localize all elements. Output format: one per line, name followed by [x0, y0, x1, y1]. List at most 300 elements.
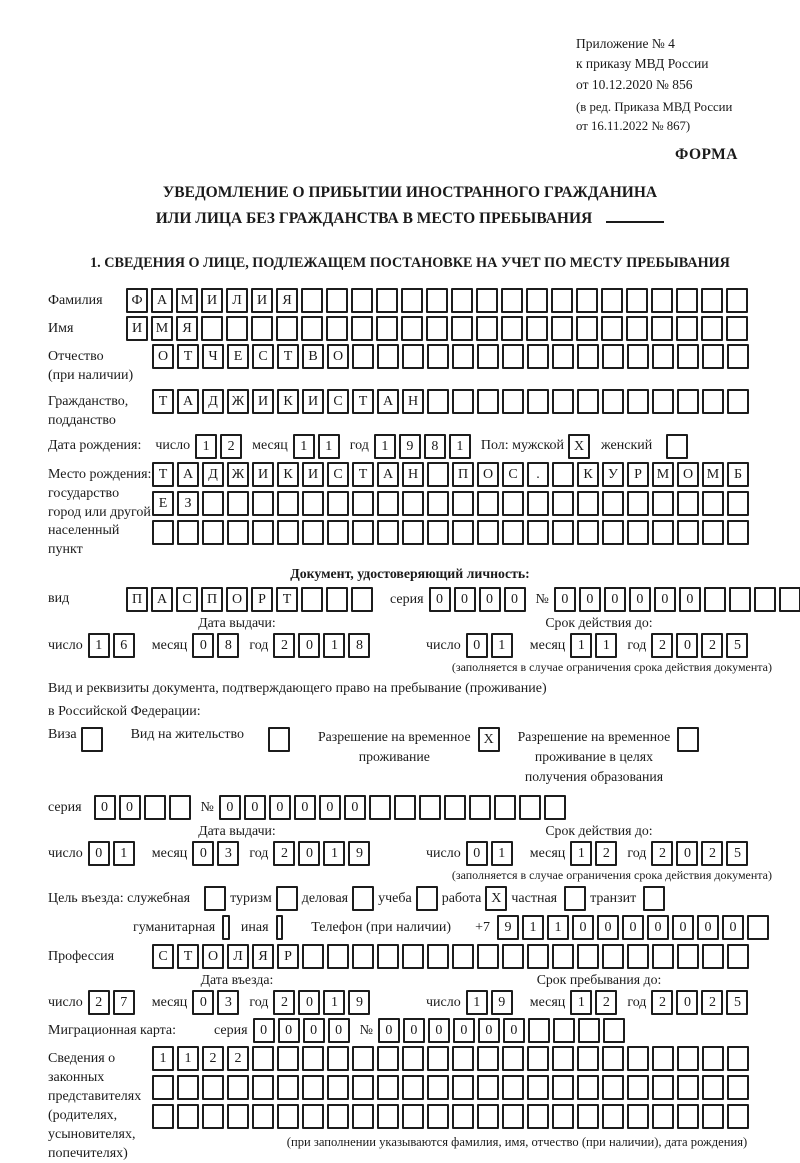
form-cell[interactable] [602, 344, 624, 369]
form-cell[interactable] [477, 944, 499, 969]
form-cell[interactable] [577, 389, 599, 414]
form-cell[interactable]: 0 [697, 915, 719, 940]
form-cell[interactable]: 1 [323, 841, 345, 866]
form-cell[interactable] [169, 795, 191, 820]
form-cell[interactable] [277, 1046, 299, 1071]
form-cell[interactable]: 0 [466, 841, 488, 866]
form-cell[interactable] [702, 1046, 724, 1071]
form-cell[interactable] [277, 1104, 299, 1129]
form-cell[interactable] [502, 1104, 524, 1129]
form-cell[interactable] [402, 520, 424, 545]
form-cell[interactable] [627, 1075, 649, 1100]
form-cell[interactable]: 2 [202, 1046, 224, 1071]
form-cell[interactable] [702, 1104, 724, 1129]
form-cell[interactable] [727, 520, 749, 545]
purpose-other-checkbox[interactable] [276, 915, 284, 940]
form-cell[interactable]: И [251, 288, 273, 313]
form-cell[interactable] [476, 316, 498, 341]
form-cell[interactable]: 0 [298, 841, 320, 866]
form-cell[interactable] [519, 795, 541, 820]
form-cell[interactable]: 9 [491, 990, 513, 1015]
form-cell[interactable]: 0 [403, 1018, 425, 1043]
form-cell[interactable] [377, 1104, 399, 1129]
form-cell[interactable]: О [477, 462, 499, 487]
form-cell[interactable] [302, 1075, 324, 1100]
form-cell[interactable]: 2 [651, 633, 673, 658]
form-cell[interactable] [502, 1046, 524, 1071]
purpose-study-checkbox[interactable] [416, 886, 438, 911]
form-cell[interactable] [552, 1104, 574, 1129]
form-cell[interactable] [602, 491, 624, 516]
form-cell[interactable]: 0 [88, 841, 110, 866]
form-cell[interactable]: 2 [701, 990, 723, 1015]
form-cell[interactable] [747, 915, 769, 940]
form-cell[interactable]: Д [202, 389, 224, 414]
form-cell[interactable]: Т [277, 344, 299, 369]
form-cell[interactable] [727, 1104, 749, 1129]
form-cell[interactable] [427, 1075, 449, 1100]
form-cell[interactable]: 0 [597, 915, 619, 940]
form-cell[interactable]: 1 [522, 915, 544, 940]
form-cell[interactable]: 0 [294, 795, 316, 820]
form-cell[interactable]: Н [402, 389, 424, 414]
form-cell[interactable] [527, 944, 549, 969]
purpose-work-checkbox[interactable]: X [485, 886, 507, 911]
form-cell[interactable]: . [527, 462, 549, 487]
form-cell[interactable] [376, 288, 398, 313]
form-cell[interactable] [152, 1075, 174, 1100]
form-cell[interactable] [677, 520, 699, 545]
form-cell[interactable]: О [327, 344, 349, 369]
form-cell[interactable]: 0 [192, 841, 214, 866]
form-cell[interactable] [552, 520, 574, 545]
form-cell[interactable]: 0 [722, 915, 744, 940]
form-cell[interactable] [502, 1075, 524, 1100]
form-cell[interactable]: 1 [293, 434, 315, 459]
visa-checkbox[interactable] [81, 727, 103, 752]
form-cell[interactable] [451, 288, 473, 313]
form-cell[interactable] [652, 1075, 674, 1100]
form-cell[interactable]: 2 [88, 990, 110, 1015]
form-cell[interactable] [626, 288, 648, 313]
form-cell[interactable]: К [277, 389, 299, 414]
form-cell[interactable]: Н [402, 462, 424, 487]
form-cell[interactable] [327, 491, 349, 516]
purpose-private-checkbox[interactable] [564, 886, 586, 911]
form-cell[interactable]: А [177, 462, 199, 487]
form-cell[interactable] [526, 288, 548, 313]
form-cell[interactable] [226, 316, 248, 341]
form-cell[interactable] [477, 389, 499, 414]
form-cell[interactable] [327, 1075, 349, 1100]
form-cell[interactable] [702, 520, 724, 545]
form-cell[interactable]: 0 [622, 915, 644, 940]
form-cell[interactable] [652, 344, 674, 369]
form-cell[interactable]: Т [352, 462, 374, 487]
form-cell[interactable] [552, 491, 574, 516]
form-cell[interactable]: Я [176, 316, 198, 341]
form-cell[interactable]: И [126, 316, 148, 341]
purpose-humanitarian-checkbox[interactable] [222, 915, 230, 940]
form-cell[interactable] [702, 944, 724, 969]
form-cell[interactable] [527, 1104, 549, 1129]
form-cell[interactable] [552, 344, 574, 369]
form-cell[interactable]: С [502, 462, 524, 487]
form-cell[interactable] [402, 944, 424, 969]
form-cell[interactable]: 0 [278, 1018, 300, 1043]
form-cell[interactable]: 0 [503, 1018, 525, 1043]
form-cell[interactable]: 0 [253, 1018, 275, 1043]
form-cell[interactable] [726, 316, 748, 341]
form-cell[interactable] [401, 316, 423, 341]
form-cell[interactable]: И [252, 389, 274, 414]
form-cell[interactable]: Т [276, 587, 298, 612]
form-cell[interactable]: 8 [424, 434, 446, 459]
form-cell[interactable]: У [602, 462, 624, 487]
form-cell[interactable] [544, 795, 566, 820]
form-cell[interactable]: 0 [572, 915, 594, 940]
form-cell[interactable] [302, 491, 324, 516]
form-cell[interactable]: 1 [113, 841, 135, 866]
form-cell[interactable]: 0 [554, 587, 576, 612]
form-cell[interactable]: 0 [672, 915, 694, 940]
form-cell[interactable] [552, 1075, 574, 1100]
form-cell[interactable] [326, 316, 348, 341]
form-cell[interactable] [651, 316, 673, 341]
form-cell[interactable] [502, 389, 524, 414]
form-cell[interactable]: 2 [595, 841, 617, 866]
form-cell[interactable] [652, 1104, 674, 1129]
form-cell[interactable] [426, 316, 448, 341]
form-cell[interactable] [469, 795, 491, 820]
form-cell[interactable]: 1 [152, 1046, 174, 1071]
form-cell[interactable]: 5 [726, 841, 748, 866]
form-cell[interactable]: 2 [701, 841, 723, 866]
form-cell[interactable] [352, 520, 374, 545]
form-cell[interactable] [377, 944, 399, 969]
form-cell[interactable] [377, 1046, 399, 1071]
form-cell[interactable] [477, 1075, 499, 1100]
form-cell[interactable] [602, 1075, 624, 1100]
form-cell[interactable]: О [152, 344, 174, 369]
form-cell[interactable]: Т [152, 389, 174, 414]
form-cell[interactable] [602, 1046, 624, 1071]
form-cell[interactable] [627, 1104, 649, 1129]
form-cell[interactable] [452, 491, 474, 516]
form-cell[interactable]: 0 [298, 990, 320, 1015]
form-cell[interactable] [552, 1046, 574, 1071]
form-cell[interactable]: 0 [119, 795, 141, 820]
form-cell[interactable] [326, 587, 348, 612]
form-cell[interactable]: И [201, 288, 223, 313]
form-cell[interactable]: О [226, 587, 248, 612]
form-cell[interactable] [427, 520, 449, 545]
form-cell[interactable]: С [327, 462, 349, 487]
form-cell[interactable] [577, 1104, 599, 1129]
form-cell[interactable] [551, 288, 573, 313]
form-cell[interactable] [677, 389, 699, 414]
form-cell[interactable]: С [327, 389, 349, 414]
form-cell[interactable]: А [151, 288, 173, 313]
form-cell[interactable] [476, 288, 498, 313]
form-cell[interactable]: 1 [595, 633, 617, 658]
form-cell[interactable]: 0 [478, 1018, 500, 1043]
form-cell[interactable]: 0 [244, 795, 266, 820]
form-cell[interactable] [527, 491, 549, 516]
form-cell[interactable]: 0 [344, 795, 366, 820]
form-cell[interactable]: В [302, 344, 324, 369]
form-cell[interactable] [727, 944, 749, 969]
form-cell[interactable] [152, 1104, 174, 1129]
form-cell[interactable] [377, 344, 399, 369]
form-cell[interactable] [327, 1046, 349, 1071]
form-cell[interactable]: Ж [227, 389, 249, 414]
form-cell[interactable]: М [176, 288, 198, 313]
form-cell[interactable] [252, 1104, 274, 1129]
form-cell[interactable] [702, 344, 724, 369]
form-cell[interactable]: Р [277, 944, 299, 969]
form-cell[interactable] [394, 795, 416, 820]
form-cell[interactable] [676, 316, 698, 341]
form-cell[interactable]: А [377, 462, 399, 487]
form-cell[interactable] [327, 520, 349, 545]
form-cell[interactable]: 0 [192, 633, 214, 658]
female-checkbox[interactable] [666, 434, 688, 459]
form-cell[interactable]: 1 [323, 633, 345, 658]
form-cell[interactable]: Р [251, 587, 273, 612]
form-cell[interactable] [627, 344, 649, 369]
form-cell[interactable] [202, 520, 224, 545]
form-cell[interactable] [144, 795, 166, 820]
form-cell[interactable]: Ф [126, 288, 148, 313]
form-cell[interactable]: 0 [629, 587, 651, 612]
form-cell[interactable]: М [702, 462, 724, 487]
form-cell[interactable] [528, 1018, 550, 1043]
form-cell[interactable]: Л [226, 288, 248, 313]
form-cell[interactable] [227, 520, 249, 545]
form-cell[interactable]: М [652, 462, 674, 487]
form-cell[interactable] [704, 587, 726, 612]
purpose-official-checkbox[interactable] [204, 886, 226, 911]
form-cell[interactable] [351, 288, 373, 313]
form-cell[interactable] [452, 1104, 474, 1129]
form-cell[interactable] [352, 944, 374, 969]
form-cell[interactable]: 3 [217, 841, 239, 866]
form-cell[interactable]: 0 [319, 795, 341, 820]
form-cell[interactable] [501, 316, 523, 341]
form-cell[interactable]: 5 [726, 633, 748, 658]
form-cell[interactable] [377, 491, 399, 516]
form-cell[interactable] [553, 1018, 575, 1043]
form-cell[interactable] [502, 344, 524, 369]
form-cell[interactable] [702, 389, 724, 414]
form-cell[interactable]: 0 [454, 587, 476, 612]
form-cell[interactable] [779, 587, 800, 612]
form-cell[interactable] [552, 462, 574, 487]
form-cell[interactable] [702, 1075, 724, 1100]
form-cell[interactable]: 0 [676, 633, 698, 658]
form-cell[interactable] [352, 1104, 374, 1129]
form-cell[interactable]: Д [202, 462, 224, 487]
form-cell[interactable] [452, 944, 474, 969]
form-cell[interactable] [444, 795, 466, 820]
form-cell[interactable]: 7 [113, 990, 135, 1015]
form-cell[interactable] [427, 944, 449, 969]
form-cell[interactable]: 0 [269, 795, 291, 820]
form-cell[interactable] [419, 795, 441, 820]
form-cell[interactable]: Я [252, 944, 274, 969]
form-cell[interactable] [552, 944, 574, 969]
form-cell[interactable]: А [377, 389, 399, 414]
form-cell[interactable] [427, 1046, 449, 1071]
form-cell[interactable] [602, 944, 624, 969]
form-cell[interactable]: 0 [676, 990, 698, 1015]
form-cell[interactable] [726, 288, 748, 313]
form-cell[interactable] [251, 316, 273, 341]
form-cell[interactable]: 0 [504, 587, 526, 612]
form-cell[interactable] [201, 316, 223, 341]
form-cell[interactable]: 0 [479, 587, 501, 612]
form-cell[interactable] [352, 491, 374, 516]
form-cell[interactable]: П [201, 587, 223, 612]
form-cell[interactable]: 1 [547, 915, 569, 940]
form-cell[interactable] [477, 1104, 499, 1129]
form-cell[interactable]: 9 [348, 990, 370, 1015]
form-cell[interactable]: Т [177, 344, 199, 369]
form-cell[interactable] [227, 491, 249, 516]
form-cell[interactable] [301, 316, 323, 341]
form-cell[interactable] [376, 316, 398, 341]
form-cell[interactable] [577, 344, 599, 369]
form-cell[interactable] [402, 1104, 424, 1129]
form-cell[interactable]: 1 [491, 841, 513, 866]
form-cell[interactable] [527, 344, 549, 369]
form-cell[interactable] [601, 316, 623, 341]
form-cell[interactable] [477, 491, 499, 516]
form-cell[interactable] [652, 1046, 674, 1071]
form-cell[interactable]: 1 [88, 633, 110, 658]
form-cell[interactable]: Е [152, 491, 174, 516]
form-cell[interactable]: Л [227, 944, 249, 969]
form-cell[interactable] [277, 1075, 299, 1100]
form-cell[interactable] [727, 344, 749, 369]
form-cell[interactable] [578, 1018, 600, 1043]
form-cell[interactable] [627, 944, 649, 969]
form-cell[interactable] [727, 1046, 749, 1071]
form-cell[interactable] [701, 316, 723, 341]
form-cell[interactable] [427, 462, 449, 487]
form-cell[interactable]: 1 [195, 434, 217, 459]
form-cell[interactable]: 1 [323, 990, 345, 1015]
form-cell[interactable]: М [151, 316, 173, 341]
form-cell[interactable] [252, 1046, 274, 1071]
form-cell[interactable] [427, 491, 449, 516]
purpose-tourism-checkbox[interactable] [276, 886, 298, 911]
form-cell[interactable]: 2 [227, 1046, 249, 1071]
form-cell[interactable] [577, 491, 599, 516]
form-cell[interactable] [502, 520, 524, 545]
form-cell[interactable] [577, 1075, 599, 1100]
form-cell[interactable] [651, 288, 673, 313]
form-cell[interactable] [652, 520, 674, 545]
form-cell[interactable]: 3 [217, 990, 239, 1015]
form-cell[interactable]: 0 [429, 587, 451, 612]
form-cell[interactable] [676, 288, 698, 313]
form-cell[interactable]: 0 [378, 1018, 400, 1043]
form-cell[interactable] [227, 1075, 249, 1100]
form-cell[interactable]: 2 [273, 841, 295, 866]
form-cell[interactable] [402, 1046, 424, 1071]
form-cell[interactable] [576, 288, 598, 313]
form-cell[interactable] [577, 944, 599, 969]
purpose-business-checkbox[interactable] [352, 886, 374, 911]
form-cell[interactable]: С [252, 344, 274, 369]
form-cell[interactable] [627, 1046, 649, 1071]
form-cell[interactable] [677, 1046, 699, 1071]
form-cell[interactable] [352, 1075, 374, 1100]
temp-residence-edu-checkbox[interactable] [677, 727, 699, 752]
form-cell[interactable]: Т [152, 462, 174, 487]
form-cell[interactable] [652, 389, 674, 414]
form-cell[interactable]: П [126, 587, 148, 612]
form-cell[interactable]: 1 [374, 434, 396, 459]
form-cell[interactable]: З [177, 491, 199, 516]
temp-residence-checkbox[interactable]: X [478, 727, 500, 752]
form-cell[interactable] [301, 587, 323, 612]
form-cell[interactable] [377, 1075, 399, 1100]
form-cell[interactable] [494, 795, 516, 820]
form-cell[interactable]: Б [727, 462, 749, 487]
form-cell[interactable] [527, 520, 549, 545]
form-cell[interactable]: И [302, 389, 324, 414]
form-cell[interactable]: 2 [273, 990, 295, 1015]
form-cell[interactable]: 9 [399, 434, 421, 459]
form-cell[interactable] [727, 491, 749, 516]
form-cell[interactable] [351, 316, 373, 341]
form-cell[interactable] [402, 1075, 424, 1100]
form-cell[interactable] [526, 316, 548, 341]
form-cell[interactable]: 0 [298, 633, 320, 658]
form-cell[interactable] [227, 1104, 249, 1129]
form-cell[interactable]: Ч [202, 344, 224, 369]
form-cell[interactable] [152, 520, 174, 545]
form-cell[interactable] [652, 491, 674, 516]
form-cell[interactable] [352, 1046, 374, 1071]
form-cell[interactable]: 0 [654, 587, 676, 612]
form-cell[interactable] [452, 389, 474, 414]
form-cell[interactable]: 1 [570, 633, 592, 658]
form-cell[interactable]: И [302, 462, 324, 487]
form-cell[interactable]: 0 [453, 1018, 475, 1043]
form-cell[interactable] [177, 1104, 199, 1129]
form-cell[interactable]: 2 [595, 990, 617, 1015]
form-cell[interactable] [369, 795, 391, 820]
form-cell[interactable] [302, 1104, 324, 1129]
form-cell[interactable] [352, 344, 374, 369]
form-cell[interactable] [277, 520, 299, 545]
form-cell[interactable] [577, 1046, 599, 1071]
form-cell[interactable]: Е [227, 344, 249, 369]
form-cell[interactable]: 0 [428, 1018, 450, 1043]
form-cell[interactable]: 5 [726, 990, 748, 1015]
form-cell[interactable] [527, 1046, 549, 1071]
form-cell[interactable] [302, 944, 324, 969]
form-cell[interactable]: 0 [219, 795, 241, 820]
form-cell[interactable] [502, 944, 524, 969]
form-cell[interactable] [551, 316, 573, 341]
purpose-transit-checkbox[interactable] [643, 886, 665, 911]
form-cell[interactable]: 2 [701, 633, 723, 658]
